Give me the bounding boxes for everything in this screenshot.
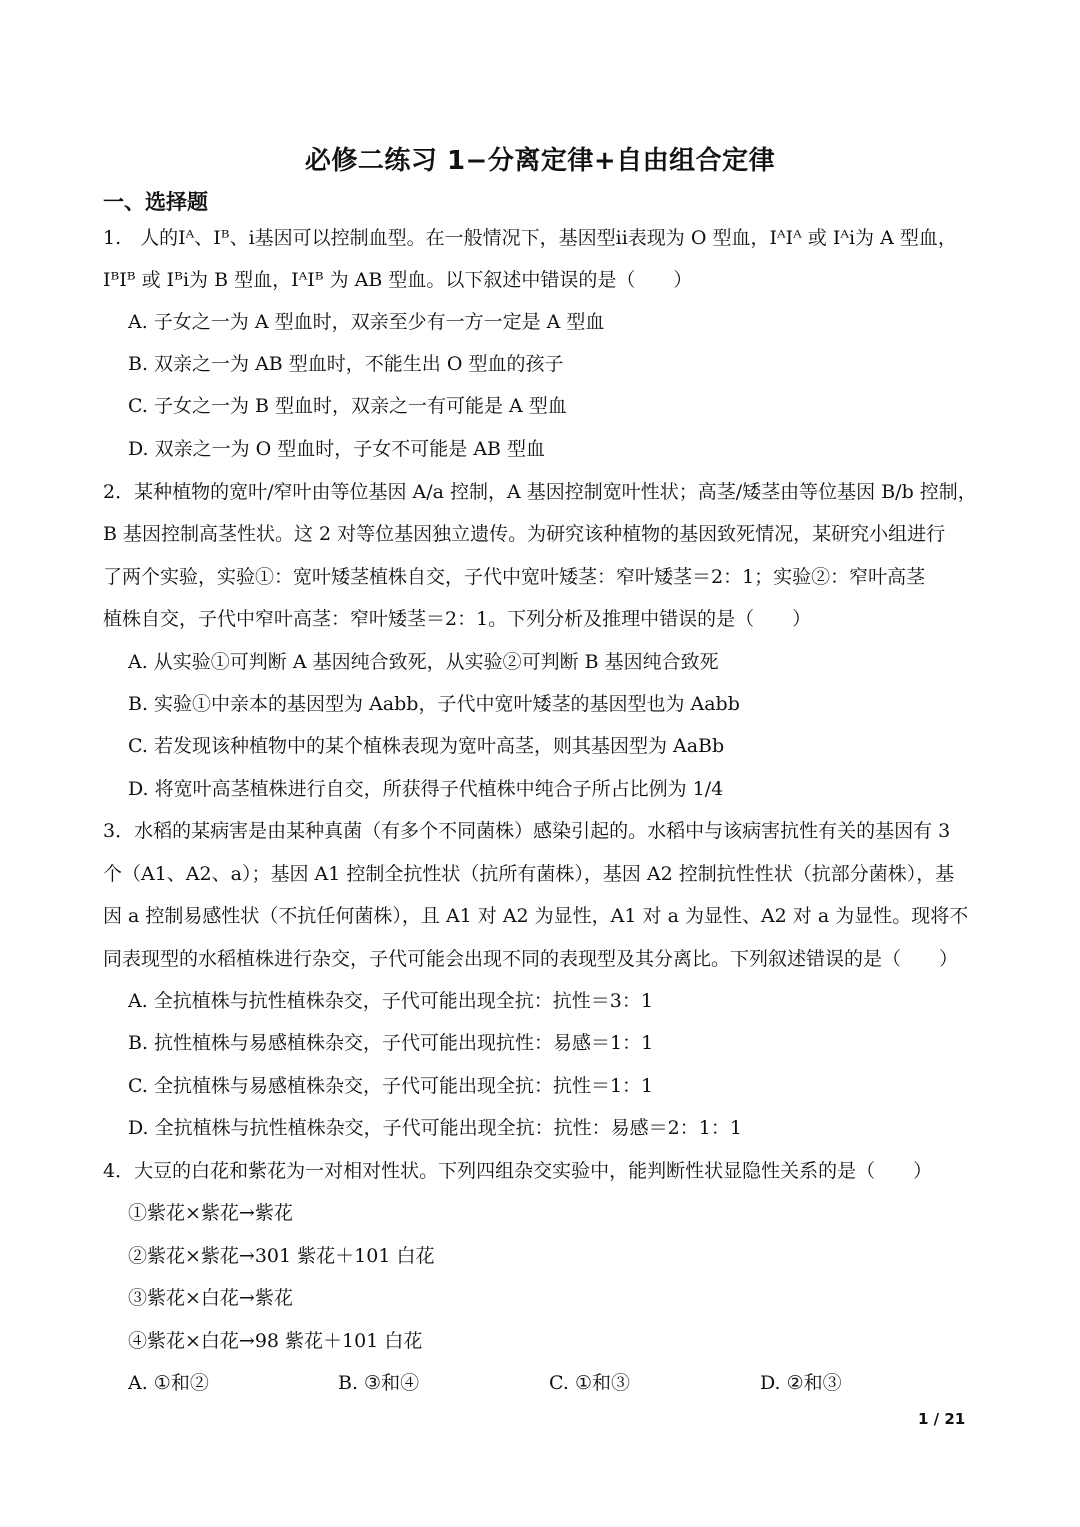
question-2-option-a: A. 从实验①可判断 A 基因纯合致死，从实验②可判断 B 基因纯合致死	[128, 651, 719, 673]
question-3-stem-line-3: 因 a 控制易感性状（不抗任何菌株），且 A1 对 A2 为显性，A1 对 a 为显性、A2 对 a 为显性。现将不	[103, 905, 969, 927]
question-3-option-b: B. 抗性植株与易感植株杂交，子代可能出现抗性：易感＝1：1	[128, 1032, 654, 1054]
question-2-stem-line-1: 2．某种植物的宽叶/窄叶由等位基因 A/a 控制，A 基因控制宽叶性状；高茎/矮茎由等位基因 B/b 控制，	[103, 481, 977, 503]
question-1-option-d: D. 双亲之一为 O 型血时，子女不可能是 AB 型血	[128, 438, 546, 460]
question-2-stem-line-3: 了两个实验，实验①：宽叶矮茎植株自交，子代中宽叶矮茎：窄叶矮茎＝2：1；实验②：窄叶高茎	[103, 566, 926, 588]
question-4-experiment-4: ④紫花×白花→98 紫花＋101 白花	[128, 1330, 423, 1352]
question-2-option-c: C. 若发现该种植物中的某个植株表现为宽叶高茎，则其基因型为 AaBb	[128, 735, 725, 757]
page-title: 必修二练习 1−分离定律+自由组合定律	[304, 146, 776, 176]
question-4-stem: 4．大豆的白花和紫花为一对相对性状。下列四组杂交实验中，能判断性状显隐性关系的是（ ）	[103, 1160, 933, 1182]
question-1-option-a: A. 子女之一为 A 型血时，双亲至少有一方一定是 A 型血	[128, 311, 605, 333]
question-2-option-d: D. 将宽叶高茎植株进行自交，所获得子代植株中纯合子所占比例为 1/4	[128, 778, 724, 800]
question-4-experiment-1: ①紫花×紫花→紫花	[128, 1202, 293, 1224]
question-2-option-b: B. 实验①中亲本的基因型为 Aabb，子代中宽叶矮茎的基因型也为 Aabb	[128, 693, 740, 715]
question-3-stem-line-1: 3．水稻的某病害是由某种真菌（有多个不同菌株）感染引起的。水稻中与该病害抗性有关的基因有 3	[103, 820, 951, 842]
question-4-experiment-3: ③紫花×白花→紫花	[128, 1287, 293, 1309]
question-3-stem-line-2: 个（A1、A2、a）；基因 A1 控制全抗性状（抗所有菌株），基因 A2 控制抗性性状（抗部分菌株），基	[103, 863, 955, 885]
question-2-stem-line-4: 植株自交，子代中窄叶高茎：窄叶矮茎＝2：1。下列分析及推理中错误的是（ ）	[103, 608, 812, 630]
question-4-option-b: B. ③和④	[338, 1372, 420, 1394]
question-3-option-a: A. 全抗植株与抗性植株杂交，子代可能出现全抗：抗性＝3：1	[128, 990, 653, 1012]
question-4-option-a: A. ①和②	[128, 1372, 209, 1394]
question-3-stem-line-4: 同表现型的水稻植株进行杂交，子代可能会出现不同的表现型及其分离比。下列叙述错误的是（ ）	[103, 948, 959, 970]
question-4-experiment-2: ②紫花×紫花→301 紫花＋101 白花	[128, 1245, 435, 1267]
question-1-option-c: C. 子女之一为 B 型血时，双亲之一有可能是 A 型血	[128, 395, 567, 417]
page-number: 1 / 21	[918, 1410, 966, 1428]
question-3-option-d: D. 全抗植株与抗性植株杂交，子代可能出现全抗：抗性：易感＝2：1：1	[128, 1117, 742, 1139]
question-1-stem-line-2: IᴮIᴮ 或 Iᴮi为 B 型血，IᴬIᴮ 为 AB 型血。以下叙述中错误的是（ ）	[103, 269, 693, 291]
question-2-stem-line-2: B 基因控制高茎性状。这 2 对等位基因独立遗传。为研究该种植物的基因致死情况，某研究小组进行	[103, 523, 946, 545]
question-4-option-c: C. ①和③	[549, 1372, 630, 1394]
question-1-stem-line-1: 1. 人的Iᴬ、Iᴮ、i基因可以控制血型。在一般情况下，基因型ii表现为 O 型血，IᴬIᴬ 或 Iᴬi为 A 型血，	[103, 227, 957, 249]
question-1-option-b: B. 双亲之一为 AB 型血时，不能生出 O 型血的孩子	[128, 353, 564, 375]
question-3-option-c: C. 全抗植株与易感植株杂交，子代可能出现全抗：抗性＝1：1	[128, 1075, 654, 1097]
section-heading: 一、选择题	[103, 190, 208, 214]
question-4-option-d: D. ②和③	[760, 1372, 842, 1394]
